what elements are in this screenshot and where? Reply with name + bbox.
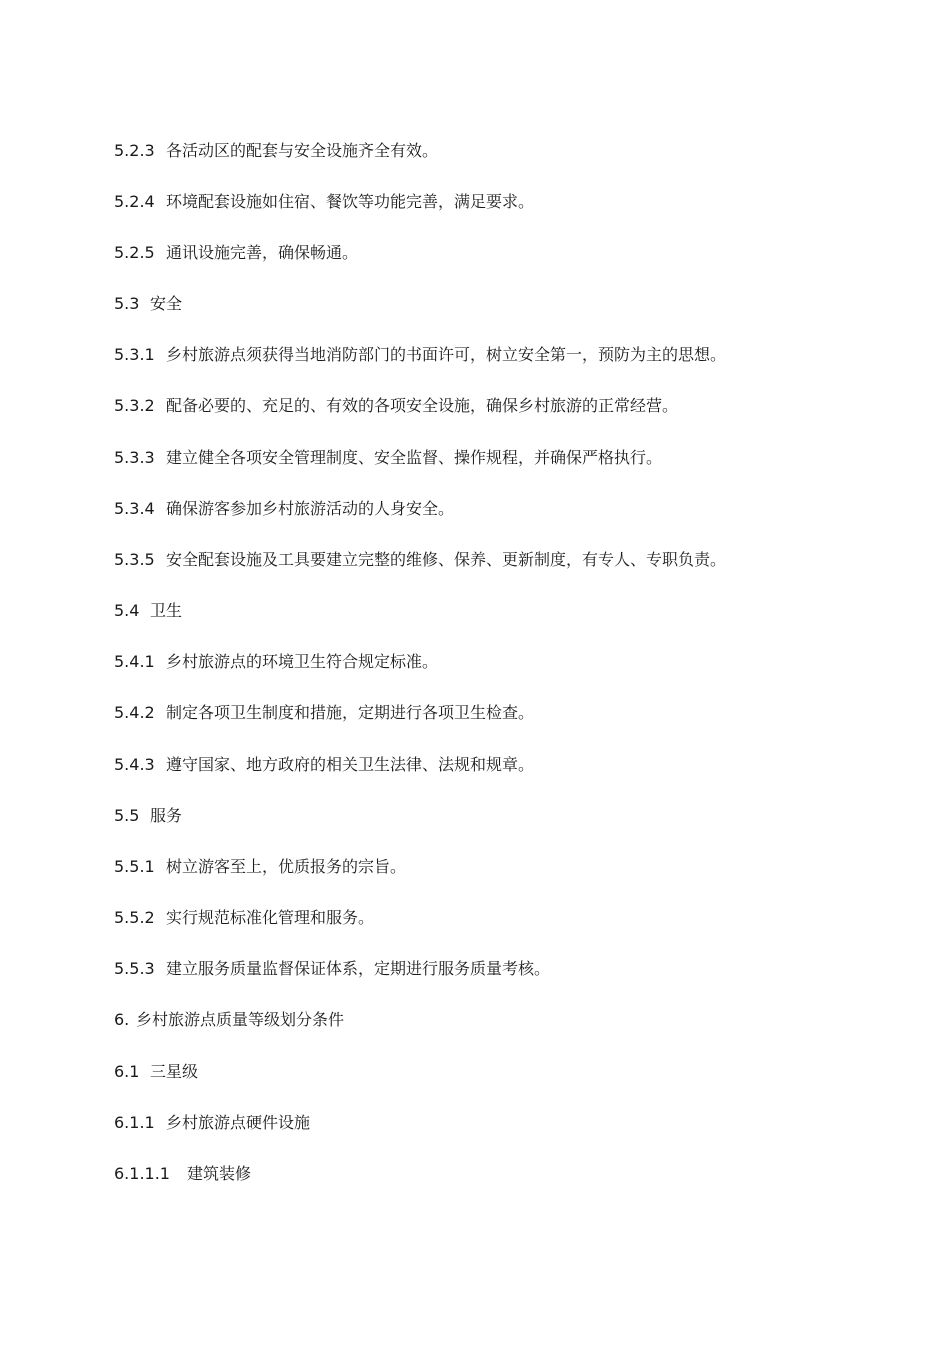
section-number: 6.1 bbox=[114, 1062, 140, 1081]
clause-5-5-2 bbox=[114, 905, 910, 931]
clause-number: 5.2.4 bbox=[114, 192, 155, 211]
clause-5-3-1 bbox=[114, 342, 910, 368]
clause-number: 5.3.5 bbox=[114, 550, 155, 569]
clause-text: 建立健全各项安全管理制度、安全监督、操作规程，并确保严格执行。 bbox=[166, 448, 663, 467]
clause-text: 乡村旅游点的环境卫生符合规定标准。 bbox=[166, 652, 439, 671]
clause-5-3-3 bbox=[114, 445, 910, 471]
clause-5-4-2 bbox=[114, 700, 910, 726]
clause-number: 5.4.2 bbox=[114, 703, 155, 722]
clause-6-1-1 bbox=[114, 1110, 910, 1136]
section-5-5-heading bbox=[114, 803, 910, 829]
clause-text: 安全配套设施及工具要建立完整的维修、保养、更新制度，有专人、专职负责。 bbox=[166, 550, 727, 569]
clause-text: 配备必要的、充足的、有效的各项安全设施，确保乡村旅游的正常经营。 bbox=[166, 396, 679, 415]
section-title: 卫生 bbox=[150, 601, 183, 620]
clause-5-3-5 bbox=[114, 547, 910, 573]
clause-number: 5.5.3 bbox=[114, 959, 155, 978]
clause-text: 乡村旅游点硬件设施 bbox=[166, 1113, 311, 1132]
clause-number: 6.1.1.1 bbox=[114, 1164, 170, 1183]
clause-number: 5.3.1 bbox=[114, 345, 155, 364]
clause-number: 5.3.3 bbox=[114, 448, 155, 467]
clause-5-4-3 bbox=[114, 752, 910, 778]
section-title: 服务 bbox=[150, 806, 183, 825]
clause-5-3-4 bbox=[114, 496, 910, 522]
clause-5-5-1 bbox=[114, 854, 910, 880]
section-5-3-heading bbox=[114, 291, 910, 317]
section-6-1-heading bbox=[114, 1059, 910, 1085]
section-5-4-heading bbox=[114, 598, 910, 624]
clause-text: 各活动区的配套与安全设施齐全有效。 bbox=[166, 141, 439, 160]
clause-text: 建筑装修 bbox=[187, 1164, 252, 1183]
clause-text: 树立游客至上，优质报务的宗旨。 bbox=[166, 857, 407, 876]
clause-text: 实行规范标准化管理和服务。 bbox=[166, 908, 375, 927]
clause-text: 乡村旅游点须获得当地消防部门的书面许可，树立安全第一，预防为主的思想。 bbox=[166, 345, 727, 364]
clause-5-5-3 bbox=[114, 956, 910, 982]
clause-6-1-1-1 bbox=[114, 1161, 910, 1187]
clause-number: 5.4.1 bbox=[114, 652, 155, 671]
clause-text: 确保游客参加乡村旅游活动的人身安全。 bbox=[166, 499, 455, 518]
clause-text: 遵守国家、地方政府的相关卫生法律、法规和规章。 bbox=[166, 755, 535, 774]
clause-number: 5.2.5 bbox=[114, 243, 155, 262]
clause-number: 5.4.3 bbox=[114, 755, 155, 774]
section-number: 5.4 bbox=[114, 601, 140, 620]
section-title: 安全 bbox=[150, 294, 183, 313]
clause-text: 制定各项卫生制度和措施，定期进行各项卫生检查。 bbox=[166, 703, 535, 722]
chapter-number: 6. bbox=[114, 1010, 130, 1029]
clause-number: 5.2.3 bbox=[114, 141, 155, 160]
clause-text: 环境配套设施如住宿、餐饮等功能完善，满足要求。 bbox=[166, 192, 535, 211]
clause-5-2-5 bbox=[114, 240, 910, 266]
clause-number: 5.5.1 bbox=[114, 857, 155, 876]
clause-5-3-2 bbox=[114, 393, 910, 419]
section-number: 5.3 bbox=[114, 294, 140, 313]
clause-text: 建立服务质量监督保证体系，定期进行服务质量考核。 bbox=[166, 959, 551, 978]
section-title: 三星级 bbox=[150, 1062, 199, 1081]
chapter-title: 乡村旅游点质量等级划分条件 bbox=[136, 1010, 345, 1029]
clause-text: 通讯设施完善，确保畅通。 bbox=[166, 243, 359, 262]
clause-5-4-1 bbox=[114, 649, 910, 675]
clause-number: 5.3.4 bbox=[114, 499, 155, 518]
clause-5-2-3 bbox=[114, 138, 910, 164]
clause-number: 6.1.1 bbox=[114, 1113, 155, 1132]
chapter-6-heading bbox=[114, 1007, 910, 1033]
clause-number: 5.3.2 bbox=[114, 396, 155, 415]
clause-5-2-4 bbox=[114, 189, 910, 215]
clause-number: 5.5.2 bbox=[114, 908, 155, 927]
section-number: 5.5 bbox=[114, 806, 140, 825]
